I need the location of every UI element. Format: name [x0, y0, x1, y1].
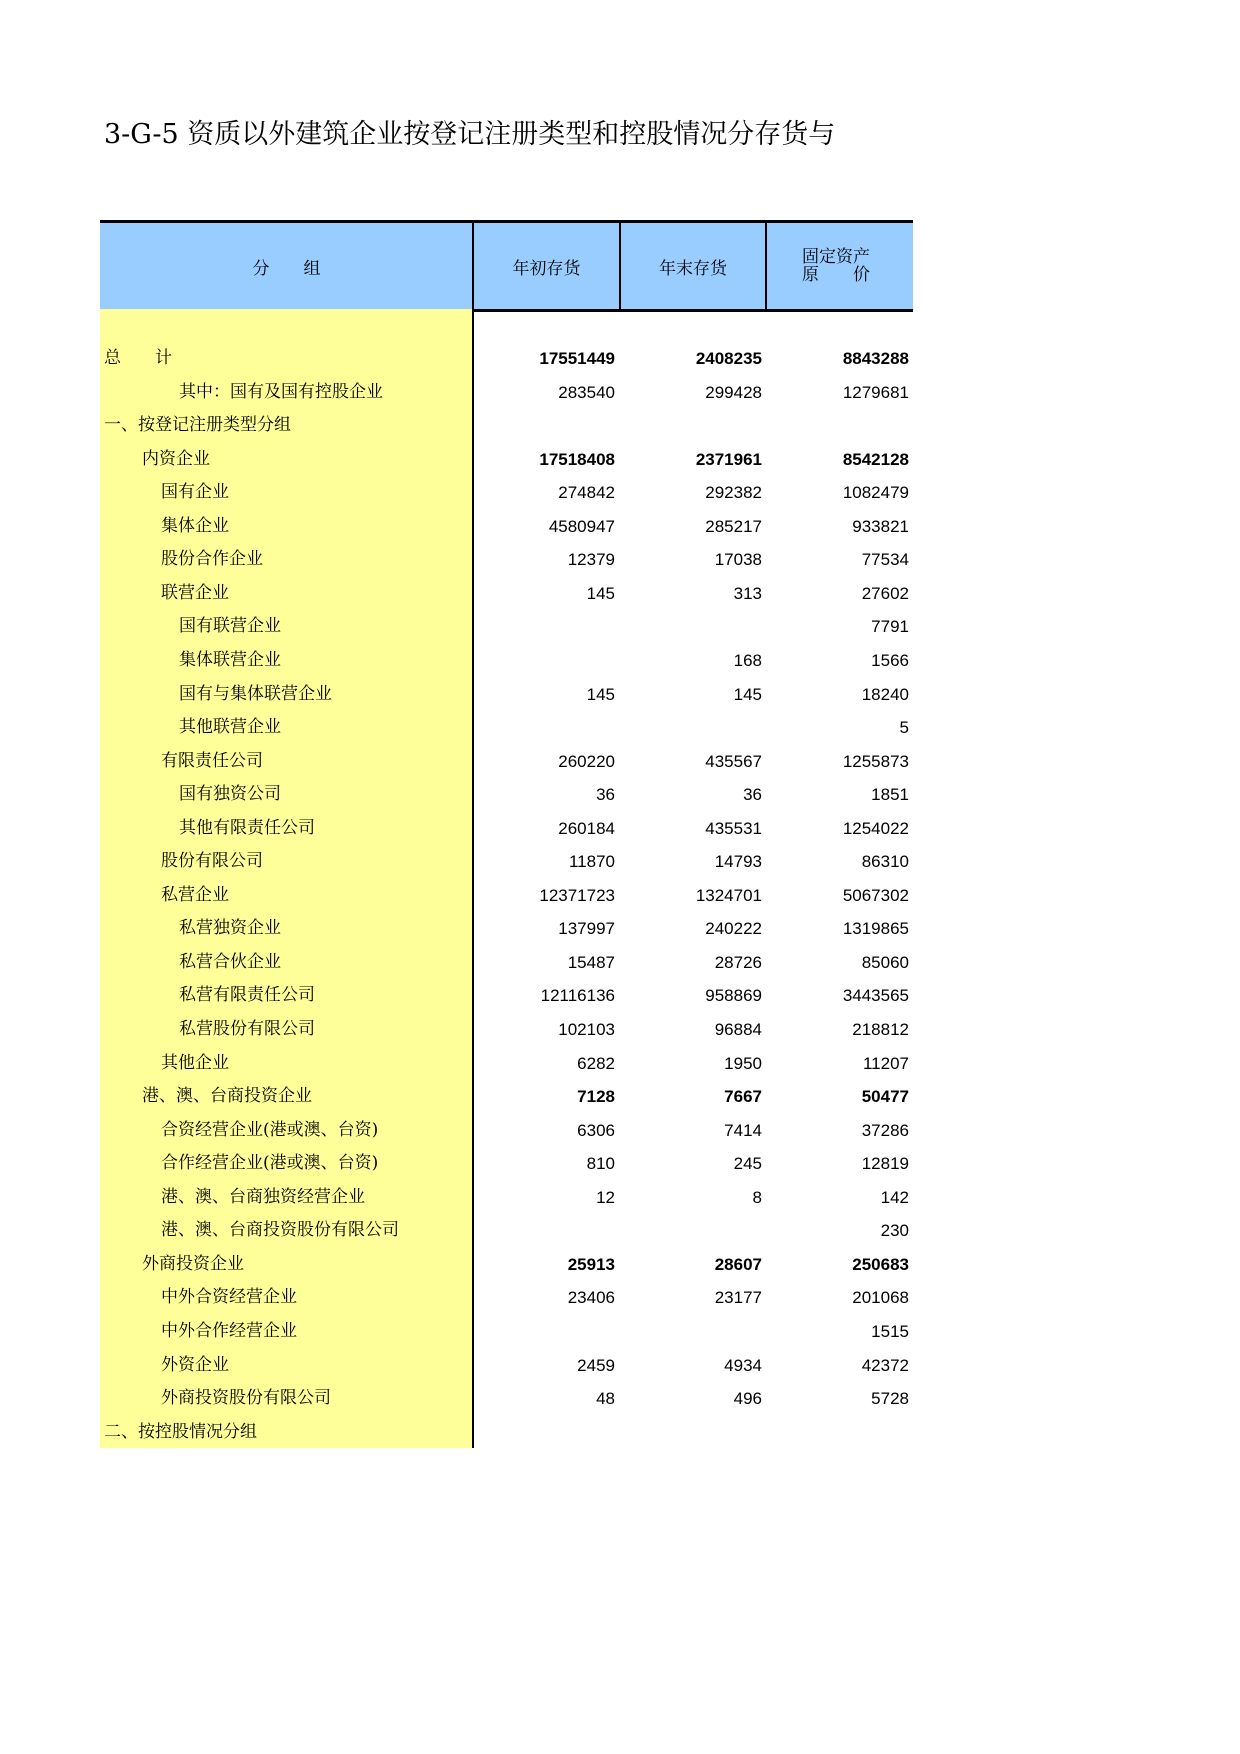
table-row [100, 1047, 913, 1080]
table-title: 3-G-5 资质以外建筑企业按登记注册类型和控股情况分存货与 [104, 119, 836, 150]
fixed-assets-value: 5728 [871, 1389, 909, 1409]
row-label: 合资经营企业(港或澳、台资) [161, 1119, 379, 1140]
opening-inventory-value: 260220 [558, 751, 615, 771]
row-label: 其中：国有及国有控股企业 [179, 381, 383, 402]
row-label: 私营合伙企业 [179, 951, 281, 972]
row-label: 私营有限责任公司 [179, 985, 315, 1006]
closing-inventory-value: 240222 [705, 919, 762, 939]
closing-inventory-value: 168 [733, 650, 762, 670]
row-label: 港、澳、台商独资经营企业 [161, 1186, 365, 1207]
row-label: 港、澳、台商投资股份有限公司 [161, 1220, 399, 1241]
opening-inventory-value: 15487 [567, 952, 615, 972]
closing-inventory-value: 1950 [724, 1053, 762, 1073]
row-label: 中外合资经营企业 [161, 1287, 297, 1308]
closing-inventory-value: 2408235 [695, 349, 762, 368]
table-row [100, 745, 913, 778]
row-label: 外商投资企业 [142, 1253, 244, 1274]
row-label: 私营独资企业 [179, 918, 281, 939]
fixed-assets-value: 1566 [871, 650, 909, 670]
row-label: 其他企业 [161, 1052, 229, 1073]
divider [765, 223, 767, 309]
opening-inventory-value: 6282 [577, 1053, 615, 1073]
table-row [100, 678, 913, 711]
table-row [100, 979, 913, 1012]
table-row [100, 879, 913, 912]
closing-inventory-value: 7667 [724, 1087, 762, 1107]
opening-inventory-value: 4580947 [548, 516, 615, 536]
opening-inventory-value: 810 [586, 1154, 615, 1174]
closing-inventory-value: 245 [733, 1154, 762, 1174]
opening-inventory-value: 25913 [567, 1254, 615, 1274]
table-row [100, 812, 913, 845]
table-row [100, 1013, 913, 1046]
header-closing-inventory: 年末存货 [659, 258, 727, 279]
row-label: 内资企业 [142, 448, 210, 469]
divider [619, 223, 621, 309]
row-label: 集体企业 [161, 515, 229, 536]
closing-inventory-value: 28607 [714, 1254, 762, 1274]
table-row [100, 342, 913, 375]
row-label: 外资企业 [161, 1354, 229, 1375]
table-row [100, 510, 913, 543]
row-label: 集体联营企业 [179, 649, 281, 670]
opening-inventory-value: 17518408 [539, 449, 615, 469]
row-label: 股份合作企业 [161, 549, 263, 570]
closing-inventory-value: 17038 [714, 550, 762, 570]
closing-inventory-value: 2371961 [695, 449, 762, 469]
closing-inventory-value: 285217 [705, 516, 762, 536]
row-label: 合作经营企业(港或澳、台资) [161, 1153, 379, 1174]
table-row [100, 543, 913, 576]
table-row [100, 1214, 913, 1247]
closing-inventory-value: 23177 [714, 1288, 762, 1308]
table-row [100, 1147, 913, 1180]
fixed-assets-value: 5 [899, 718, 909, 738]
header-opening-inventory: 年初存货 [512, 258, 581, 279]
opening-inventory-value: 17551449 [539, 349, 615, 368]
table-row [100, 409, 913, 442]
closing-inventory-value: 145 [733, 684, 762, 704]
fixed-assets-value: 142 [880, 1187, 909, 1207]
table-row [100, 778, 913, 811]
row-label: 总 计 [104, 348, 172, 368]
row-label: 其他联营企业 [179, 717, 281, 738]
opening-inventory-value: 260184 [558, 818, 615, 838]
table-row [100, 610, 913, 643]
closing-inventory-value: 496 [733, 1389, 762, 1409]
row-label: 有限责任公司 [161, 750, 263, 771]
row-label: 联营企业 [161, 582, 229, 603]
divider [472, 223, 474, 309]
fixed-assets-value: 8542128 [842, 449, 909, 469]
closing-inventory-value: 435567 [705, 751, 762, 771]
table-row [100, 1416, 913, 1449]
table-row [100, 1315, 913, 1348]
table-row [100, 1382, 913, 1415]
fixed-assets-value: 218812 [852, 1020, 909, 1039]
closing-inventory-value: 96884 [714, 1020, 762, 1039]
header-fixed-assets-line2: 原 价 [802, 265, 870, 285]
opening-inventory-value: 23406 [567, 1288, 615, 1308]
row-label: 二、按控股情况分组 [104, 1421, 257, 1442]
header-group: 分 组 [252, 258, 321, 279]
row-label: 中外合作经营企业 [161, 1320, 297, 1341]
opening-inventory-value: 145 [586, 583, 615, 603]
fixed-assets-value: 201068 [852, 1288, 909, 1308]
opening-inventory-value: 7128 [577, 1087, 615, 1107]
header-fixed-assets [766, 223, 913, 309]
fixed-assets-value: 12819 [861, 1154, 909, 1174]
fixed-assets-value: 86310 [861, 852, 909, 872]
table-row [100, 376, 913, 409]
opening-inventory-value: 11870 [568, 852, 615, 872]
row-label: 一、按登记注册类型分组 [104, 415, 291, 436]
opening-inventory-value: 145 [586, 684, 615, 704]
fixed-assets-value: 7791 [871, 617, 909, 637]
fixed-assets-value: 250683 [852, 1254, 909, 1274]
opening-inventory-value: 12116136 [540, 986, 615, 1006]
table-row [100, 711, 913, 744]
opening-inventory-value: 36 [596, 785, 615, 805]
closing-inventory-value: 292382 [705, 483, 762, 503]
fixed-assets-value: 230 [880, 1221, 909, 1241]
fixed-assets-value: 42372 [861, 1355, 909, 1375]
row-label: 股份有限公司 [161, 851, 263, 872]
row-label: 港、澳、台商投资企业 [142, 1086, 312, 1107]
fixed-assets-value: 5067302 [842, 885, 909, 905]
row-label: 私营股份有限公司 [179, 1019, 315, 1039]
row-label: 其他有限责任公司 [179, 817, 315, 838]
table-row [100, 1080, 913, 1113]
table-row [100, 644, 913, 677]
row-label: 国有独资公司 [179, 784, 281, 805]
closing-inventory-value: 958869 [705, 986, 762, 1006]
fixed-assets-value: 1851 [871, 785, 909, 805]
opening-inventory-value: 12371723 [539, 885, 615, 905]
opening-inventory-value: 102103 [558, 1020, 615, 1039]
row-label: 国有与集体联营企业 [179, 683, 332, 704]
fixed-assets-value: 1082479 [842, 483, 909, 503]
fixed-assets-value: 18240 [861, 684, 909, 704]
table-row [100, 912, 913, 945]
closing-inventory-value: 299428 [705, 382, 762, 402]
opening-inventory-value: 283540 [558, 382, 615, 402]
fixed-assets-value: 37286 [861, 1120, 909, 1140]
closing-inventory-value: 28726 [714, 952, 762, 972]
table-header [100, 220, 913, 312]
closing-inventory-value: 313 [733, 583, 762, 603]
closing-inventory-value: 1324701 [695, 885, 762, 905]
table-row [100, 946, 913, 979]
row-label: 国有联营企业 [179, 616, 281, 637]
opening-inventory-value: 48 [596, 1389, 615, 1409]
fixed-assets-value: 1515 [871, 1321, 909, 1341]
table-row [100, 1349, 913, 1382]
fixed-assets-value: 50477 [861, 1087, 909, 1107]
fixed-assets-value: 3443565 [842, 986, 909, 1006]
opening-inventory-value: 6306 [577, 1120, 615, 1140]
row-label: 外商投资股份有限公司 [161, 1388, 331, 1409]
closing-inventory-value: 7414 [724, 1120, 762, 1140]
fixed-assets-value: 1254022 [842, 818, 909, 838]
fixed-assets-value: 27602 [861, 583, 909, 603]
opening-inventory-value: 274842 [558, 483, 615, 503]
closing-inventory-value: 14793 [714, 852, 762, 872]
fixed-assets-value: 1319865 [842, 919, 909, 939]
table-row [100, 577, 913, 610]
fixed-assets-value: 11207 [862, 1053, 909, 1073]
table-row [100, 845, 913, 878]
table-row [100, 1281, 913, 1314]
opening-inventory-value: 12 [596, 1187, 615, 1207]
fixed-assets-value: 933821 [852, 516, 909, 536]
row-label: 国有企业 [161, 482, 229, 503]
closing-inventory-value: 8 [752, 1187, 762, 1207]
table-row [100, 476, 913, 509]
fixed-assets-value: 85060 [861, 952, 909, 972]
header-fixed-assets-line1: 固定资产 [802, 247, 870, 267]
row-label: 私营企业 [161, 884, 229, 905]
closing-inventory-value: 36 [743, 785, 762, 805]
table-row [100, 1248, 913, 1281]
opening-inventory-value: 2459 [577, 1355, 615, 1375]
table-row [100, 1181, 913, 1214]
fixed-assets-value: 8843288 [842, 349, 909, 368]
opening-inventory-value: 12379 [567, 550, 615, 570]
table-row [100, 1114, 913, 1147]
closing-inventory-value: 435531 [705, 818, 762, 838]
fixed-assets-value: 1279681 [842, 382, 909, 402]
opening-inventory-value: 137997 [558, 919, 615, 939]
fixed-assets-value: 77534 [861, 550, 909, 570]
fixed-assets-value: 1255873 [842, 751, 909, 771]
table-row [100, 443, 913, 476]
closing-inventory-value: 4934 [724, 1355, 762, 1375]
